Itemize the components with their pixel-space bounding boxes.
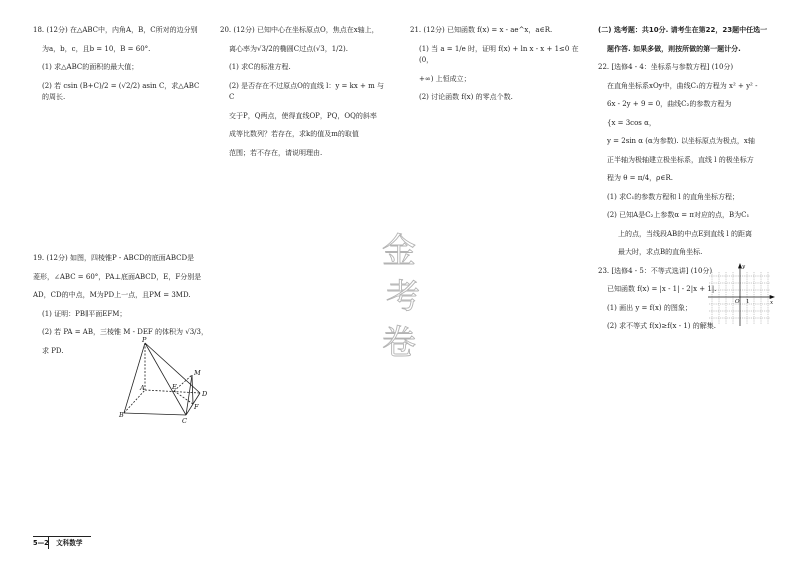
q22-line-3: 6x - 2y + 9 = 0，曲线C₂的参数方程为 — [607, 100, 732, 108]
pyramid-figure — [118, 335, 218, 425]
q22-line-7: 程为 θ = π/4，ρ∈R. — [607, 174, 673, 182]
q19-line-3: AD，CD的中点，M为PD上一点，且PM = 3MD. — [33, 291, 191, 299]
q18-line-3: (1) 求△ABC的面积的最大值； — [42, 63, 139, 71]
q23-line-2: 已知函数 f(x) = |x - 1| - 2|x + 1|. — [607, 285, 717, 293]
q22-line-9: (2) 已知A是C₂上参数α = π对应的点，B为C₁ — [607, 211, 750, 219]
q21-line-2: (1) 当 a = 1/e 时，证明 f(x) + ln x - x + 1≤0 在 (0， — [419, 44, 579, 64]
subject-label: 文科数学 — [56, 539, 83, 547]
q20-line-5: 交于P，Q两点，使得直线OP，PQ，OQ的斜率 — [229, 111, 377, 120]
coordinate-grid — [706, 262, 776, 328]
q23-line-4: (2) 求不等式 f(x)≥f(x - 1) 的解集. — [607, 322, 716, 330]
watermark-char-2: 考 — [386, 277, 420, 317]
q21-line-4: (2) 讨论函数 f(x) 的零点个数. — [419, 93, 513, 101]
q19-line-5: (2) 若 PA = AB，三棱锥 M - DEF 的体积为 √3/3， — [42, 328, 208, 336]
label-D: D — [202, 390, 208, 398]
label-M: M — [194, 369, 201, 377]
question-22 — [598, 62, 778, 259]
q23-line-1: 23. [选修4 - 5：不等式选讲] (10分) — [598, 266, 713, 275]
grid-origin-label: O — [735, 299, 740, 305]
q19-line-4: (1) 证明：PB∥平面EFM； — [42, 309, 127, 318]
q21-line-1: 21. (12分) 已知函数 f(x) = x - ae^x，a∈R. — [410, 26, 553, 34]
q18-line-4: (2) 若 csin (B+C)/2 = (√2/2) asin C，求△ABC的周长. — [42, 81, 200, 101]
q20-line-7: 范围；若不存在，请说明理由. — [229, 148, 323, 157]
label-F: F — [194, 403, 199, 411]
grid-tick-label: 1 — [746, 299, 750, 305]
label-B: B — [119, 411, 124, 419]
page-footer — [33, 538, 82, 550]
q18-line-1: 18. (12分) 在△ABC中，内角A，B，C所对的边分别 — [33, 26, 198, 34]
section-header-line-2: 题作答. 如果多做，则按所做的第一题计分. — [607, 44, 741, 53]
footer-rule — [33, 536, 91, 537]
q20-line-4: (2) 是否存在不过原点O的直线 l：y = kx + m 与C — [229, 81, 384, 101]
q18-line-2: 为a，b，c，且b = 10，B = 60°. — [42, 44, 151, 53]
q22-line-1: 22. [选修4 - 4：坐标系与参数方程] (10分) — [598, 63, 734, 71]
q20-line-3: (1) 求C的标准方程. — [229, 63, 291, 71]
watermark-char-1: 金 — [382, 231, 416, 271]
label-P: P — [142, 336, 147, 344]
watermark-stamp — [372, 226, 442, 366]
label-C: C — [182, 417, 187, 425]
q22-line-5: y = 2sin α (α为参数). 以坐标原点为极点，x轴 — [607, 137, 755, 145]
q20-line-1: 20. (12分) 已知中心在坐标原点O，焦点在x轴上， — [220, 26, 379, 34]
grid-x-label: x — [770, 300, 774, 306]
q20-line-6: 成等比数列？若存在，求k的值及m的取值 — [229, 130, 359, 138]
q19-line-2: 菱形，∠ABC = 60°，PA⊥底面ABCD，E，F分别是 — [33, 272, 202, 281]
q22-line-6: 正半轴为极轴建立极坐标系，直线 l 的极坐标方 — [607, 155, 754, 164]
question-21 — [410, 18, 582, 111]
q19-line-1: 19. (12分) 如图，四棱锥P - ABCD的底面ABCD是 — [33, 254, 195, 262]
q22-line-10: 上的点，当线段AB的中点E到直线 l 的距离 — [618, 229, 752, 238]
question-20 — [220, 18, 388, 166]
q19-line-6: 求 PD. — [42, 346, 64, 355]
page-number: 5—2 — [33, 539, 49, 547]
q23-line-3: (1) 画出 y = f(x) 的图象； — [607, 303, 692, 312]
label-A: A — [140, 384, 145, 392]
q21-line-3: +∞) 上恒成立； — [419, 74, 471, 83]
q20-line-2: 离心率为√3/2的椭圆C过点(√3，1/2). — [229, 44, 348, 53]
grid-y-label: y — [742, 264, 746, 270]
section-header-line-1: (二) 选考题：共10分. 请考生在第22，23题中任选一 — [598, 26, 768, 34]
watermark-char-3: 卷 — [382, 323, 416, 363]
q22-line-8: (1) 求C₁的参数方程和 l 的直角坐标方程； — [607, 192, 739, 201]
label-E: E — [172, 383, 177, 391]
q22-line-11: 最大时，求点B的直角坐标. — [618, 248, 703, 256]
q22-line-4: {x = 3cos α， — [607, 118, 656, 127]
question-18 — [33, 18, 203, 111]
q22-line-2: 在直角坐标系xOy中，曲线C₁的方程为 x² + y² - — [607, 81, 758, 90]
